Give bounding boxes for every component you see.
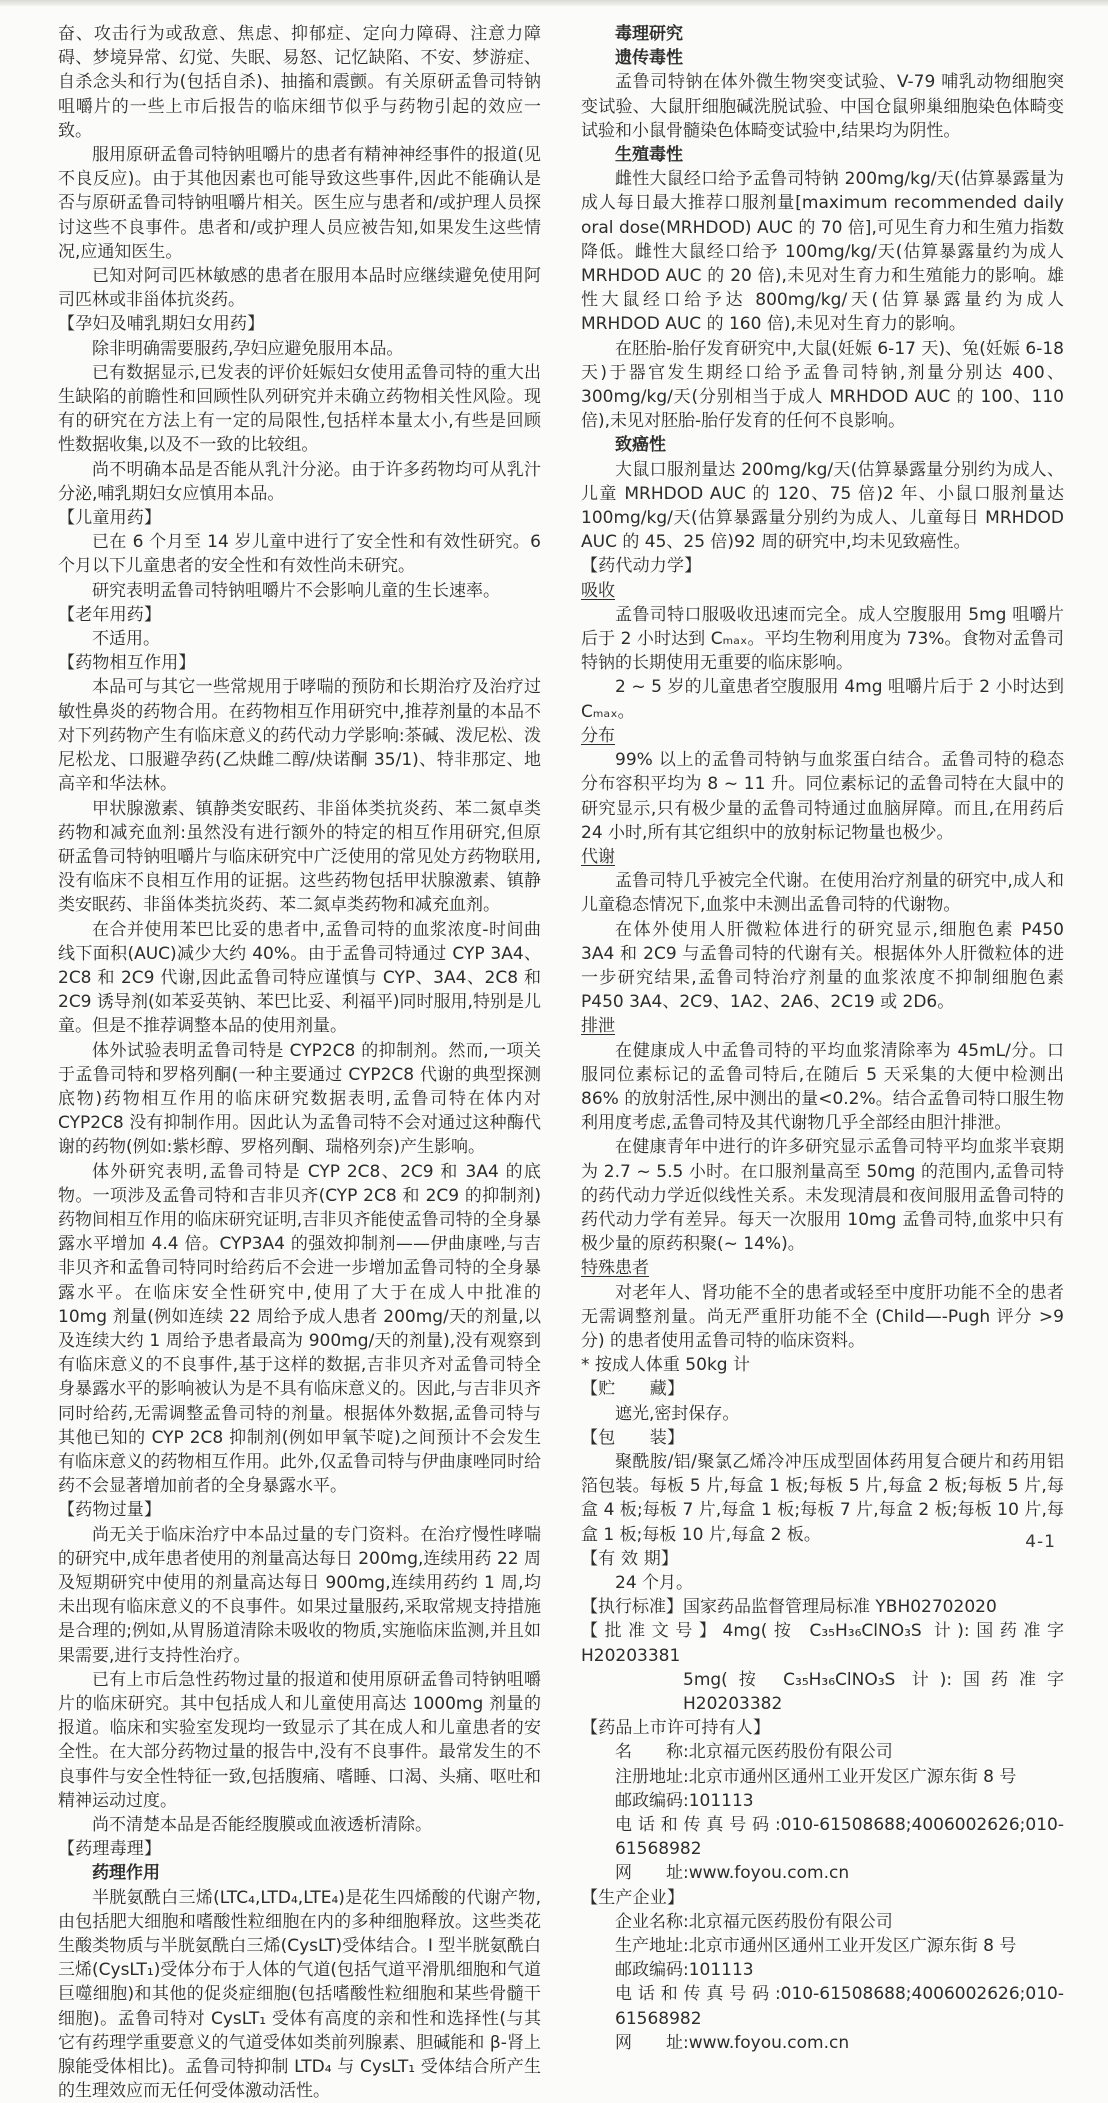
section-heading: 【老年用药】 [58,604,162,625]
scan-edge-artifact [0,0,1108,6]
detail-line: 邮政编码:101113 [615,1790,754,1811]
text-line-continuation: 5mg(按 C₃₅H₃₆ClNO₃S 计):国药准字 H20203382 [683,1669,1064,1715]
section-heading: 【药物过量】 [58,1500,162,1521]
paragraph: 在合并使用苯巴比妥的患者中,孟鲁司特的血浆浓度-时间曲线下面积(AUC)减少大约 40%。由于孟鲁司特通过 CYP 3A4、2C8 和 2C9 代谢,因此孟鲁司特应谨慎与 CYP、3A4、2C8 和 2C9 诱导剂(如苯妥英钠、苯巴比妥、利福平)同时服用,特别是儿童。但是不推荐调整本品的使用剂量。 [58,919,541,1037]
detail-line: 电话和传真号码:010-61508688;4006002626;010-61568982 [615,1815,1064,1860]
paragraph: 在健康青年中进行的许多研究显示孟鲁司特平均血浆半衰期为 2.7 ~ 5.5 小时。在口服剂量高至 50mg 的范围内,孟鲁司特的药代动力学近似线性关系。未发现清晨和夜间服用孟鲁司特的药代动力学有差异。每天一次服用 10mg 孟鲁司特,血浆中只有极少量的原药积聚(~ 14%)。 [581,1137,1064,1255]
paragraph: 99% 以上的孟鲁司特钠与血浆蛋白结合。孟鲁司特的稳态分布容积平均为 8 ~ 11 升。同位素标记的孟鲁司特在大鼠中的研究显示,只有极少量的孟鲁司特通过血脑屏障。而且,在用药后 24 小时,所有其它组织中的放射标记物量也极少。 [581,750,1064,843]
paragraph: 在健康成人中孟鲁司特的平均血浆清除率为 45mL/分。口服同位素标记的孟鲁司特后,在随后 5 天采集的大便中检测出 86% 的放射活性,尿中测出的量<0.2%。结合孟鲁司特口服生物利用度考虑,孟鲁司特及其代谢物几乎全部经由胆汁排泄。 [581,1040,1064,1134]
paragraph: 孟鲁司特几乎被完全代谢。在使用治疗剂量的研究中,成人和儿童稳态情况下,血浆中未测出孟鲁司特的代谢物。 [581,871,1064,916]
detail-line: 名 称:北京福元医药股份有限公司 [615,1742,893,1763]
text-line: 【执行标准】国家药品监督管理局标准 YBH02702020 [581,1597,997,1618]
paragraph: 尚不明确本品是否能从乳汁分泌。由于许多药物均可从乳汁分泌,哺乳期妇女应慎用本品。 [58,459,541,504]
paragraph: 服用原研孟鲁司特钠咀嚼片的患者有精神神经事件的报道(见不良反应)。由于其他因素也可能导致这些事件,因此不能确认是否与原研孟鲁司特钠咀嚼片相关。医生应与患者和/或护理人员探讨这些不良事件。患者和/或护理人员应被告知,如果发生这些情况,应通知医生。 [58,145,541,262]
sub-heading: 生殖毒性 [615,145,683,166]
paragraph: 尚无关于临床治疗中本品过量的专门资料。在治疗慢性哮喘的研究中,成年患者使用的剂量高达每日 200mg,连续用药 22 周及短期研究中使用的剂量高达每日 900mg,连续用药约 1 周,均未出现有临床意义的不良事件。如果过量服药,采取常规支持措施是合理的;例如,从胃肠道清除未吸收的物质,实施临床监测,并且如果需要,进行支持性治疗。 [58,1524,541,1666]
right-column [581,22,1064,2053]
paragraph: 除非明确需要服药,孕妇应避免服用本品。 [92,338,404,359]
paragraph: 24 个月。 [615,1573,694,1593]
paragraph: 研究表明孟鲁司特钠咀嚼片不会影响儿童的生长速率。 [92,580,500,601]
sub-heading: 药理作用 [92,1863,160,1884]
section-heading: 【药理毒理】 [58,1839,162,1860]
section-heading: 【包 装】 [581,1427,685,1448]
detail-line: 注册地址:北京市通州区通州工业开发区广源东街 8 号 [615,1766,1017,1787]
section-heading: 【儿童用药】 [58,508,162,529]
underlined-heading: 特殊患者 [581,1258,649,1279]
paragraph: 遮光,密封保存。 [615,1403,740,1424]
section-heading: 【孕妇及哺乳期妇女用药】 [58,314,265,335]
section-heading: 【药代动力学】 [581,556,702,577]
paragraph: 本品可与其它一些常规用于哮喘的预防和长期治疗及治疗过敏性鼻炎的药物合用。在药物相互作用研究中,推荐剂量的本品不对下列药物产生有临床意义的药代动力学影响:茶碱、泼尼松、泼尼松龙、口服避孕药(乙炔雌二醇/炔诺酮 35/1)、特非那定、地高辛和华法林。 [58,677,541,795]
sub-heading: 遗传毒性 [615,48,683,69]
detail-line: 网 址:www.foyou.com.cn [615,1863,850,1884]
paragraph: 已有数据显示,已发表的评价妊娠妇女使用孟鲁司特的重大出生缺陷的前瞻性和回顾性队列研究并未确立药物相关性风险。现有的研究在方法上有一定的局限性,包括样本量太小,有些是回顾性数据收集,以及不一致的比较组。 [58,362,541,456]
paragraph: 在胚胎-胎仔发育研究中,大鼠(妊娠 6-17 天)、兔(妊娠 6-18 天)于器官发生期经口给予孟鲁司特钠,剂量分别达 400、300mg/kg/天(分别相当于成人 MRHDOD AUC 的 100、110 倍),未见对胚胎-胎仔发育的任何不良影响。 [581,338,1064,432]
underlined-heading: 分布 [581,725,615,746]
paragraph: 2 ~ 5 岁的儿童患者空腹服用 4mg 咀嚼片后于 2 小时达到 Cₘₐₓ。 [581,677,1064,722]
section-heading: 【药物相互作用】 [58,653,196,674]
detail-line: 企业名称:北京福元医药股份有限公司 [615,1911,893,1932]
sub-heading: 致癌性 [615,435,666,456]
left-column [58,22,542,2102]
underlined-heading: 排泄 [581,1016,615,1037]
detail-line: 网 址:www.foyou.com.cn [615,2032,850,2053]
underlined-heading: 吸收 [581,580,615,601]
paragraph: 对老年人、肾功能不全的患者或轻至中度肝功能不全的患者无需调整剂量。尚无严重肝功能不全 (Child—-Pugh 评分 >9 分) 的患者使用孟鲁司特的临床资料。 [581,1282,1064,1351]
paragraph: 半胱氨酰白三烯(LTC₄,LTD₄,LTE₄)是花生四烯酸的代谢产物,由包括肥大细胞和嗜酸性粒细胞在内的多种细胞释放。这些类花生酸类物质与半胱氨酰白三烯(CysLT)受体结合。I 型半胱氨酰白三烯(CysLT₁)受体分布于人体的气道(包括气道平滑肌细胞和气道巨噬细胞)和其他的促炎症细胞(包括嗜酸性粒细胞和某些骨髓干细胞)。孟鲁司特对 CysLT₁ 受体有高度的亲和性和选择性(与其它有药理学重要意义的气道受体如类前列腺素、胆碱能和 β-肾上腺能受体相比)。孟鲁司特抑制 LTD₄ 与 CysLT₁ 受体结合所产生的生理效应而无任何受体激动活性。 [58,1887,542,2102]
text-line: 【批准文号】4mg(按 C₃₅H₃₆ClNO₃S 计):国药准字 H20203381 [581,1621,1064,1666]
detail-line: 电话和传真号码:010-61508688;4006002626;010-61568982 [615,1984,1064,2029]
detail-line: 生产地址:北京市通州区通州工业开发区广源东街 8 号 [615,1936,1017,1957]
paragraph: 不适用。 [92,629,160,650]
section-heading: 【药品上市许可持有人】 [581,1718,771,1739]
underlined-heading: 代谢 [581,846,615,867]
paragraph: 聚酰胺/铝/聚氯乙烯冷冲压成型固体药用复合硬片和药用铝箔包装。每板 5 片,每盒 1 板;每板 5 片,每盒 2 板;每板 5 片,每盒 4 板;每板 7 片,每盒 1 板;每板 7 片,每盒 2 板;每板 10 片,每盒 1 板;每板 10 片,每盒 2 板。 [581,1451,1064,1545]
paragraph: 已知对阿司匹林敏感的患者在服用本品时应继续避免使用阿司匹林或非甾体抗炎药。 [58,266,541,311]
detail-line: 邮政编码:101113 [615,1960,754,1981]
section-heading: 【生产企业】 [581,1887,685,1908]
paragraph: 已有上市后急性药物过量的报道和使用原研孟鲁司特钠咀嚼片的临床研究。其中包括成人和儿童使用高达 1000mg 剂量的报道。临床和实验室发现均一致显示了其在成人和儿童患者的安全性。在大部分药物过量的报告中,没有不良事件。最常发生的不良事件与安全性特征一致,包括腹痛、嗜睡、口渴、头痛、呕吐和精神运动过度。 [58,1669,541,1811]
section-heading: 【有 效 期】 [581,1548,679,1569]
paragraph: 已在 6 个月至 14 岁儿童中进行了安全性和有效性研究。6 个月以下儿童患者的安全性和有效性尚未研究。 [58,532,541,577]
page-number: 4-1 [1025,1532,1056,1552]
paragraph: 雌性大鼠经口给予孟鲁司特钠 200mg/kg/天(估算暴露量为成人每日最大推荐口服剂量[maximum recommended daily oral dose(MRHDOD) AUC 的 70 倍],可见生育力和生殖力指数降低。雌性大鼠经口给予 100mg/kg/天(估算暴露量约为成人 MRHDOD AUC 的 20 倍),未见对生育力和生殖能力的影响。雄性大鼠经口给予达 800mg/kg/天(估算暴露量约为成人 MRHDOD AUC 的 160 倍),未见对生育力的影响。 [581,169,1064,335]
paragraph: 孟鲁司特口服吸收迅速而完全。成人空腹服用 5mg 咀嚼片后于 2 小时达到 Cₘₐₓ。平均生物利用度为 73%。食物对孟鲁司特钠的长期使用无重要的临床影响。 [581,604,1064,674]
paragraph: 体外研究表明,孟鲁司特是 CYP 2C8、2C9 和 3A4 的底物。一项涉及孟鲁司特和吉非贝齐(CYP 2C8 和 2C9 的抑制剂)药物间相互作用的临床研究证明,吉非贝齐能使孟鲁司特的全身暴露水平增加 4.4 倍。CYP3A4 的强效抑制剂——伊曲康唑,与吉非贝齐和孟鲁司特同时给药后不会进一步增加孟鲁司特的全身暴露水平。在临床安全性研究中,使用了大于在成人中批准的 10mg 剂量(例如连续 22 周给予成人患者 200mg/天的剂量,以及连续大约 1 周给予患者最高为 900mg/天的剂量),没有观察到有临床意义的不良事件,基于这样的数据,吉非贝齐对孟鲁司特全身暴露水平的影响被认为是不具有临床意义的。因此,与吉非贝齐同时给药,无需调整孟鲁司特的剂量。根据体外数据,孟鲁司特与其他已知的 CYP 2C8 抑制剂(例如甲氧苄啶)之间预计不会发生有临床意义的药物相互作用。此外,仅孟鲁司特与伊曲康唑同时给药不会显著增加前者的全身暴露水平。 [58,1161,541,1497]
sub-heading: 毒理研究 [615,24,683,44]
paragraph: 尚不清楚本品是否能经腹膜或血液透析清除。 [92,1815,432,1836]
paragraph: 在体外使用人肝微粒体进行的研究显示,细胞色素 P450 3A4 和 2C9 与孟鲁司特的代谢有关。根据体外人肝微粒体的进一步研究结果,孟鲁司特治疗剂量的血浆浓度不抑制细胞色素 P450 3A4、2C9、1A2、2A6、2C19 或 2D6。 [581,919,1064,1013]
section-heading: 【贮 藏】 [581,1379,685,1400]
text-line: * 按成人体重 50kg 计 [581,1355,750,1376]
paragraph: 体外试验表明孟鲁司特是 CYP2C8 的抑制剂。然而,一项关于孟鲁司特和罗格列酮(一种主要通过 CYP2C8 代谢的典型探测底物)药物相互作用的临床研究数据表明,孟鲁司特在体内对 CYP2C8 没有抑制作用。因此认为孟鲁司特不会对通过这种酶代谢的药物(例如:紫杉醇、罗格列酮、瑞格列奈)产生影响。 [58,1040,541,1158]
paragraph: 大鼠口服剂量达 200mg/kg/天(估算暴露量分别约为成人、儿童 MRHDOD AUC 的 120、75 倍)2 年、小鼠口服剂量达 100mg/kg/天(估算暴露量分别约为成人、儿童每日 MRHDOD AUC 的 45、25 倍)92 周的研究中,均未见致癌性。 [581,459,1064,553]
paragraph: 孟鲁司特钠在体外微生物突变试验、V-79 哺乳动物细胞突变试验、大鼠肝细胞碱洗脱试验、中国仓鼠卵巢细胞染色体畸变试验和小鼠骨髓染色体畸变试验中,结果均为阴性。 [581,72,1064,141]
paragraph-continuation: 奋、攻击行为或敌意、焦虑、抑郁症、定向力障碍、注意力障碍、梦境异常、幻觉、失眠、易怒、记忆缺陷、不安、梦游症、自杀念头和行为(包括自杀)、抽搐和震颤。有关原研孟鲁司特钠咀嚼片的一些上市后报告的临床细节似乎与药物引起的效应一致。 [58,24,541,141]
paragraph: 甲状腺激素、镇静类安眠药、非甾体类抗炎药、苯二氮卓类药物和减充血剂:虽然没有进行额外的特定的相互作用研究,但原研孟鲁司特钠咀嚼片与临床研究中广泛使用的常见处方药物联用,没有临床不良相互作用的证据。这些药物包括甲状腺激素、镇静类安眠药、非甾体类抗炎药、苯二氮卓类药物和减充血剂。 [58,798,541,916]
